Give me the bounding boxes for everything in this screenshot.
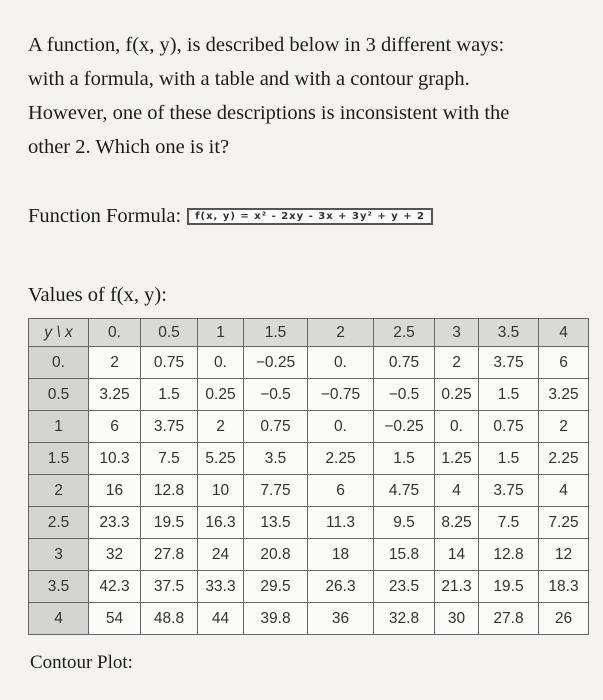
x-header-cell: 3.5: [479, 319, 539, 347]
value-cell: −0.5: [244, 379, 308, 411]
value-cell: 30: [435, 603, 479, 635]
contour-plot-label: Contour Plot:: [30, 652, 133, 673]
value-cell: 39.8: [244, 603, 308, 635]
y-header-cell: 1.5: [29, 443, 89, 475]
value-cell: 32.8: [374, 603, 435, 635]
corner-cell: y \ x: [29, 319, 89, 347]
value-cell: 0.: [308, 347, 374, 379]
value-cell: 16: [89, 475, 141, 507]
value-cell: 0.: [435, 411, 479, 443]
table-row: [29, 411, 589, 443]
value-cell: 18: [308, 539, 374, 571]
value-cell: 23.3: [89, 507, 141, 539]
table-label: Values of f(x, y):: [28, 284, 167, 306]
value-cell: 27.8: [479, 603, 539, 635]
value-cell: 26: [539, 603, 589, 635]
value-cell: 1.5: [374, 443, 435, 475]
question-line: A function, f(x, y), is described below in 3 different ways:: [28, 34, 505, 56]
value-cell: 9.5: [374, 507, 435, 539]
value-cell: 0.75: [244, 411, 308, 443]
value-cell: 14: [435, 539, 479, 571]
question-line: with a formula, with a table and with a contour graph.: [28, 68, 470, 90]
question-text: [28, 28, 588, 164]
table-row: [29, 475, 589, 507]
value-cell: 27.8: [141, 539, 198, 571]
value-cell: 4: [539, 475, 589, 507]
y-header-cell: 3: [29, 539, 89, 571]
y-header-cell: 1: [29, 411, 89, 443]
value-cell: 4.75: [374, 475, 435, 507]
x-header-cell: 0.5: [141, 319, 198, 347]
value-cell: 4: [435, 475, 479, 507]
value-cell: 0.: [308, 411, 374, 443]
values-table: [28, 318, 589, 635]
value-cell: 23.5: [374, 571, 435, 603]
value-cell: 0.75: [374, 347, 435, 379]
formula-label: Function Formula:: [28, 205, 182, 227]
value-cell: 12: [539, 539, 589, 571]
value-cell: 1.5: [479, 379, 539, 411]
value-cell: 36: [308, 603, 374, 635]
value-cell: 12.8: [141, 475, 198, 507]
value-cell: 1.25: [435, 443, 479, 475]
table-row: [29, 571, 589, 603]
y-header-cell: 0.5: [29, 379, 89, 411]
value-cell: 44: [198, 603, 244, 635]
value-cell: 12.8: [479, 539, 539, 571]
y-header-cell: 3.5: [29, 571, 89, 603]
value-cell: 33.3: [198, 571, 244, 603]
value-cell: 26.3: [308, 571, 374, 603]
value-cell: 32: [89, 539, 141, 571]
x-header-cell: 2.5: [374, 319, 435, 347]
value-cell: 3.75: [479, 475, 539, 507]
value-cell: 2: [198, 411, 244, 443]
value-cell: 10: [198, 475, 244, 507]
y-header-cell: 4: [29, 603, 89, 635]
value-cell: 6: [89, 411, 141, 443]
value-cell: 2.25: [308, 443, 374, 475]
value-cell: 7.25: [539, 507, 589, 539]
value-cell: 19.5: [141, 507, 198, 539]
table-row: [29, 347, 589, 379]
value-cell: −0.25: [244, 347, 308, 379]
x-header-cell: 3: [435, 319, 479, 347]
value-cell: 2: [89, 347, 141, 379]
question-line: other 2. Which one is it?: [28, 136, 230, 158]
value-cell: 7.5: [479, 507, 539, 539]
value-cell: 3.25: [89, 379, 141, 411]
function-formula: [28, 205, 433, 228]
value-cell: 3.75: [141, 411, 198, 443]
value-cell: 0.75: [479, 411, 539, 443]
y-header-cell: 2: [29, 475, 89, 507]
x-header-cell: 0.: [89, 319, 141, 347]
value-cell: 21.3: [435, 571, 479, 603]
value-cell: 3.5: [244, 443, 308, 475]
value-cell: 37.5: [141, 571, 198, 603]
value-cell: 5.25: [198, 443, 244, 475]
value-cell: 6: [539, 347, 589, 379]
value-cell: 20.8: [244, 539, 308, 571]
value-cell: 11.3: [308, 507, 374, 539]
y-header-cell: 2.5: [29, 507, 89, 539]
value-cell: 3.75: [479, 347, 539, 379]
value-cell: 0.: [198, 347, 244, 379]
value-cell: 0.25: [435, 379, 479, 411]
question-line: However, one of these descriptions is inconsistent with the: [28, 102, 510, 124]
value-cell: 7.5: [141, 443, 198, 475]
value-cell: 29.5: [244, 571, 308, 603]
value-cell: 3.25: [539, 379, 589, 411]
value-cell: 48.8: [141, 603, 198, 635]
value-cell: 10.3: [89, 443, 141, 475]
value-cell: −0.5: [374, 379, 435, 411]
value-cell: 1.5: [141, 379, 198, 411]
y-header-cell: 0.: [29, 347, 89, 379]
table-header-row: [29, 319, 589, 347]
table-row: [29, 603, 589, 635]
value-cell: 0.25: [198, 379, 244, 411]
value-cell: 2: [435, 347, 479, 379]
table-row: [29, 379, 589, 411]
table-row: [29, 443, 589, 475]
x-header-cell: 2: [308, 319, 374, 347]
value-cell: 15.8: [374, 539, 435, 571]
value-cell: 42.3: [89, 571, 141, 603]
x-header-cell: 1: [198, 319, 244, 347]
value-cell: 19.5: [479, 571, 539, 603]
value-cell: 16.3: [198, 507, 244, 539]
value-cell: 24: [198, 539, 244, 571]
value-cell: 18.3: [539, 571, 589, 603]
value-cell: 2: [539, 411, 589, 443]
value-cell: −0.75: [308, 379, 374, 411]
value-cell: 0.75: [141, 347, 198, 379]
value-cell: 8.25: [435, 507, 479, 539]
formula-box: f(x, y) = x² - 2xy - 3x + 3y² + y + 2: [187, 208, 433, 225]
value-cell: 2.25: [539, 443, 589, 475]
x-header-cell: 1.5: [244, 319, 308, 347]
table-row: [29, 539, 589, 571]
value-cell: 54: [89, 603, 141, 635]
value-cell: 6: [308, 475, 374, 507]
table-row: [29, 507, 589, 539]
value-cell: 13.5: [244, 507, 308, 539]
value-cell: −0.25: [374, 411, 435, 443]
x-header-cell: 4: [539, 319, 589, 347]
value-cell: 7.75: [244, 475, 308, 507]
value-cell: 1.5: [479, 443, 539, 475]
